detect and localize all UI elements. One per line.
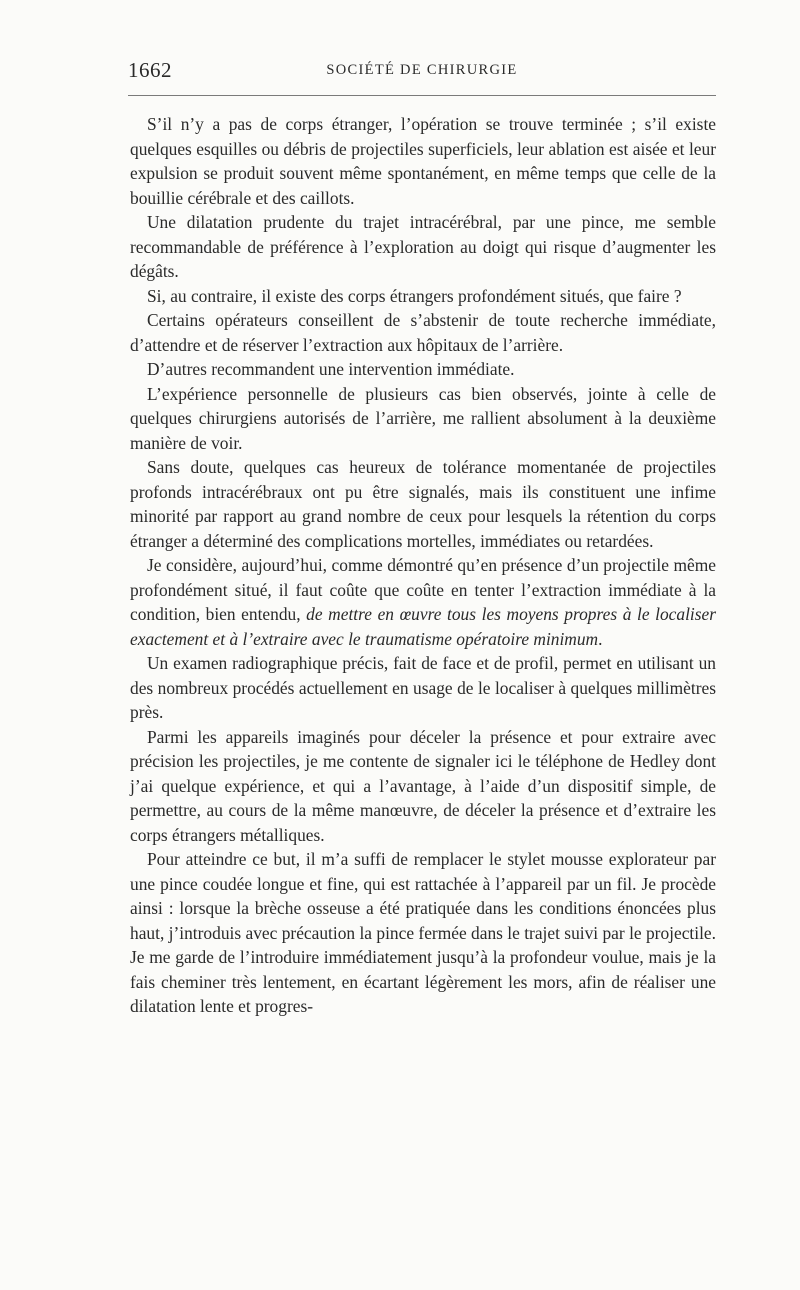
paragraph: S’il n’y a pas de corps étranger, l’opération se trouve terminée ; s’il existe quelques esquilles ou débris de projectiles superficiels, leur ablation est aisée et leur expulsion se produit souvent même spontanément, en même temps que celle de la bouillie cérébrale et des caillots. (130, 114, 716, 208)
italic-emphasis: de mettre en œuvre tous les moyens propres à le localiser exactement et à l’extraire avec le traumatisme opératoire minimum (130, 604, 716, 649)
paragraph: Pour atteindre ce but, il m’a suffi de remplacer le stylet mousse explorateur par une pince coudée longue et fine, qui est rattachée à l’appareil par un fil. Je procède ainsi : lorsque la brèche osseuse a été pratiquée dans les conditions énoncées plus haut, j’introduis avec précaution la pince fermée dans le trajet suivi par le projectile. Je me garde de l’introduire immédiatement jusqu’à la profondeur voulue, mais je la fais cheminer très lentement, en écartant légèrement les mors, afin de réaliser une dilatation lente et progres- (130, 849, 716, 1016)
paragraph: Si, au contraire, il existe des corps étrangers profondément situés, que faire ? (147, 285, 682, 306)
paragraph: Une dilatation prudente du trajet intracérébral, par une pince, me semble recommandable de préférence à l’exploration au doigt qui risque d’augmenter les dégâts. (130, 212, 716, 281)
paragraph: Sans doute, quelques cas heureux de tolérance momentanée de projectiles profonds intracérébraux ont pu être signalés, mais ils constituent une infime minorité par rapport au grand nombre de ceux pour lesquels la rétention du corps étranger a déterminé des complications mortelles, immédiates ou retardées. (130, 457, 716, 551)
paragraph-with-italic (130, 553, 716, 651)
body-text (130, 112, 716, 1019)
paragraph: Certains opérateurs conseillent de s’abstenir de toute recherche immédiate, d’attendre et de réserver l’extraction aux hôpitaux de l’arrière. (130, 310, 716, 355)
paragraph: D’autres recommandent une intervention immédiate. (147, 359, 515, 379)
running-title: SOCIÉTÉ DE CHIRURGIE (326, 62, 518, 78)
paragraph-end: . (598, 628, 603, 649)
page-header (128, 58, 716, 88)
paragraph: Parmi les appareils imaginés pour déceler la présence et pour extraire avec précision les projectiles, je me contente de signaler ici le téléphone de Hedley dont j’ai quelque expérience, et qui a l’avantage, à l’aide d’un dispositif simple, de permettre, au cours de la même manœuvre, de déceler la présence et d’extraire les corps étrangers métalliques. (130, 726, 716, 845)
paragraph-text: Je considère, aujourd’hui, comme démontré qu’en présence d’un projectile même profondément situé, il faut coûte que coûte en tenter l’extraction immédiate à la condition, bien entendu, (130, 555, 716, 624)
paragraph: Un examen radiographique précis, fait de face et de profil, permet en utilisant un des nombreux procédés actuellement en usage de le localiser à quelques millimètres près. (130, 653, 716, 722)
page-number: 1662 (128, 58, 172, 82)
paragraph: L’expérience personnelle de plusieurs cas bien observés, jointe à celle de quelques chirurgiens autorisés de l’arrière, me rallient absolument à la deuxième manière de voir. (130, 383, 716, 453)
header-rule (128, 95, 716, 96)
